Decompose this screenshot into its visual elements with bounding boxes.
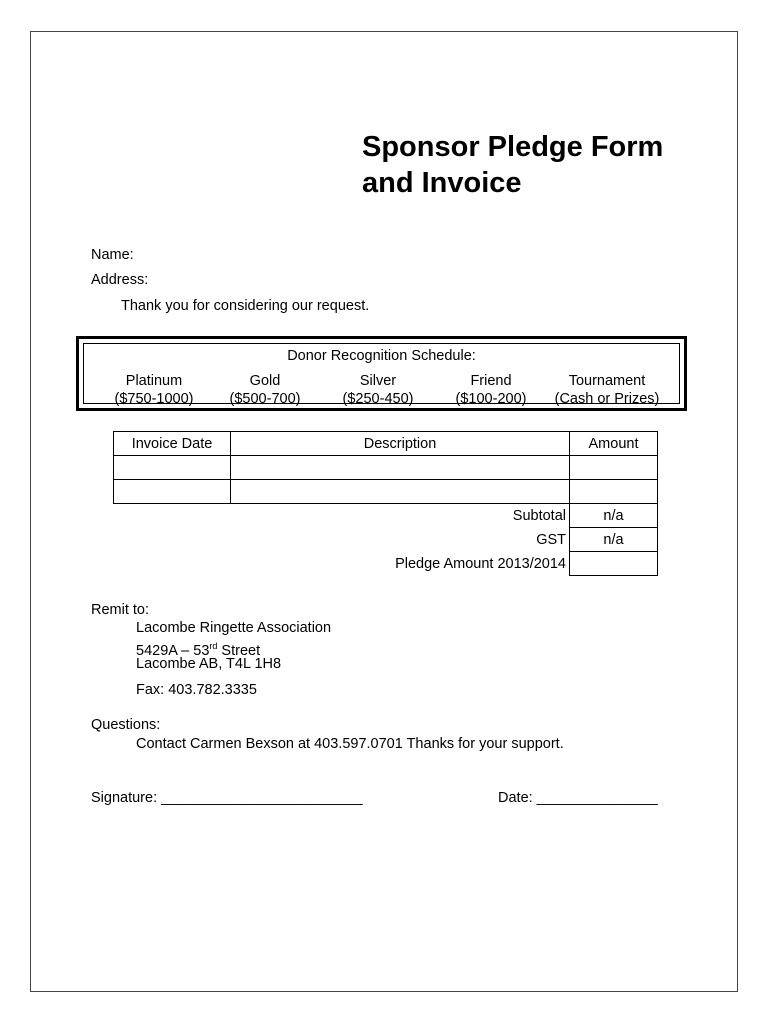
tier-range: ($750-1000) <box>114 391 194 407</box>
pledge-amount-cell[interactable] <box>570 552 658 576</box>
tier-range: ($250-450) <box>342 391 414 407</box>
date-line[interactable]: Date: _______________ <box>498 790 658 806</box>
invoice-date-cell[interactable] <box>114 456 231 480</box>
pledge-row <box>114 552 658 576</box>
tier-name: Silver <box>359 373 397 389</box>
tier-name: Friend <box>470 373 512 389</box>
description-cell[interactable] <box>231 456 570 480</box>
tier-silver <box>318 372 438 408</box>
donor-schedule-box <box>76 336 687 411</box>
tier-name: Platinum <box>125 373 183 389</box>
invoice-table <box>113 431 658 576</box>
description-cell[interactable] <box>231 480 570 504</box>
amount-cell[interactable] <box>570 480 658 504</box>
name-label: Name: <box>91 247 134 263</box>
remit-label: Remit to: <box>91 602 150 618</box>
pledge-amount-label: Pledge Amount 2013/2014 <box>395 555 566 572</box>
tier-name: Gold <box>249 373 281 389</box>
gst-label: GST <box>536 531 566 548</box>
form-title <box>362 129 663 201</box>
remit-street: 5429A – 53rd Street <box>136 641 261 659</box>
remit-city: Lacombe AB, T4L 1H8 <box>136 656 282 672</box>
schedule-title: Donor Recognition Schedule: <box>287 348 476 364</box>
subtotal-label: Subtotal <box>512 507 566 524</box>
table-row <box>114 480 658 504</box>
questions-label: Questions: <box>91 717 161 733</box>
gst-row <box>114 528 658 552</box>
questions-contact: Contact Carmen Bexson at 403.597.0701 Thanks for your support. <box>136 736 564 752</box>
tier-range: ($500-700) <box>229 391 301 407</box>
tier-friend <box>431 372 551 408</box>
tier-name: Tournament <box>568 373 646 389</box>
gst-value: n/a <box>570 528 658 552</box>
thanks-line: Thank you for considering our request. <box>121 298 370 314</box>
fax-number: Fax: 403.782.3335 <box>136 682 257 698</box>
address-label: Address: <box>91 272 149 288</box>
table-row <box>114 456 658 480</box>
tier-range: (Cash or Prizes) <box>554 391 660 407</box>
header-invoice-date: Invoice Date <box>114 432 231 456</box>
header-amount: Amount <box>570 432 658 456</box>
tier-platinum <box>94 372 214 408</box>
subtotal-row <box>114 504 658 528</box>
tier-range: ($100-200) <box>455 391 527 407</box>
remit-org: Lacombe Ringette Association <box>136 620 332 636</box>
title-line-1: Sponsor Pledge Form <box>362 131 664 163</box>
amount-cell[interactable] <box>570 456 658 480</box>
tier-tournament <box>542 372 672 408</box>
title-line-2: and Invoice <box>362 167 522 199</box>
subtotal-value: n/a <box>570 504 658 528</box>
invoice-date-cell[interactable] <box>114 480 231 504</box>
signature-line[interactable]: Signature: _________________________ <box>91 790 363 806</box>
header-description: Description <box>231 432 570 456</box>
table-header-row <box>114 432 658 456</box>
tier-gold <box>205 372 325 408</box>
